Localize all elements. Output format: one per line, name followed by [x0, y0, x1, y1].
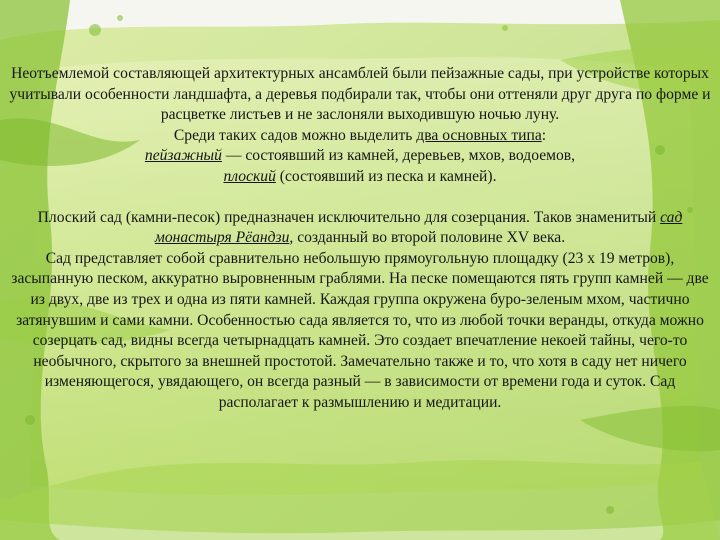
type2-name: плоский: [223, 167, 276, 185]
section2-paragraph1: [4, 208, 716, 249]
types-underlined-text: два основных типа: [416, 126, 542, 144]
text-content: [4, 64, 716, 414]
paragraph-spacer: [4, 188, 716, 208]
types-intro-text: Среди таких садов можно выделить: [173, 126, 417, 144]
types-colon: :: [541, 126, 547, 144]
type1-desc: — состоявший из камней, деревьев, мхов, водоемов,: [221, 147, 576, 165]
section2-paragraph2: Сад представляет собой сравнительно небольшую прямоугольную площадку (23 х 19 метров), засыпанную песком, аккуратно выровненным граблями. На песке помещаются пять групп камней — две из двух, две из трех и одна из пяти камней. Каждая группа окружена буро-зеленым мхом, частично затянувшим и сами камни. Особенностью сада является то, что из любой точки веранды, откуда можно созерцать сад, видны всегда четырнадцать камней. Это создает впечатление некоей тайны, чего-то необычного, скрытого за внешней простотой. Замечательно также и то, что хотя в саду нет ничего изменяющегося, увядающего, он всегда разный — в зависимости от времени года и суток. Сад располагает к размышлению и медитации.: [11, 249, 709, 411]
type2-line: [4, 167, 716, 188]
type1-name: пейзажный: [144, 147, 222, 165]
type1-line: [4, 146, 716, 167]
ryoanji-link: сад монастыря Рёандзи: [154, 208, 683, 247]
section1-types-line: [4, 126, 716, 147]
section2-p1-end: , созданный во второй половине XV века.: [289, 229, 566, 247]
section1-intro: Неотъемлемой составляющей архитектурных ансамблей были пейзажные сады, при устройстве которых учитывали особенности ландшафта, а деревья подбирали так, чтобы они оттеняли друг друга по форме и расцветке листьев и не заслоняли выходившую ночью луну.: [9, 65, 711, 124]
section2-p1-text: Плоский сад (камни-песок) предназначен исключительно для созерцания. Таков знаменитый: [37, 208, 661, 226]
type2-desc: (состоявший из песка и камней).: [275, 167, 497, 185]
